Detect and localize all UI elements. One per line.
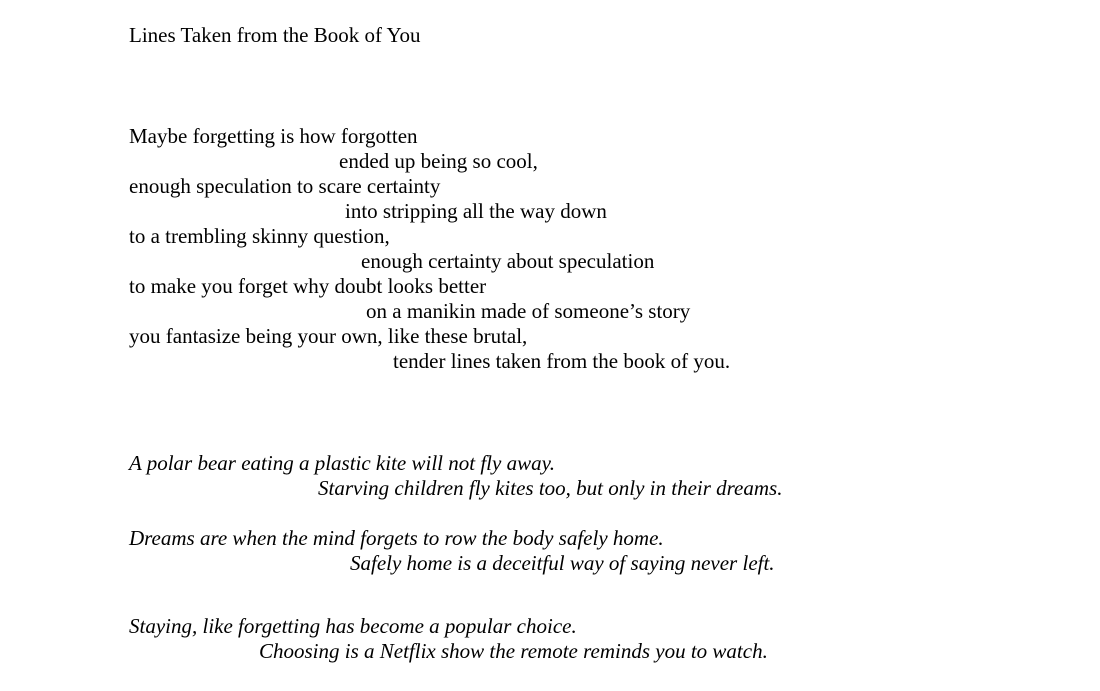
poem-line: you fantasize being your own, like these brutal, <box>129 324 528 348</box>
poem-line: on a manikin made of someone’s story <box>366 299 691 323</box>
poem-line: Staying, like forgetting has become a popular choice. <box>129 614 577 638</box>
poem-line: to make you forget why doubt looks better <box>129 274 487 298</box>
poem-line: Dreams are when the mind forgets to row the body safely home. <box>129 526 664 550</box>
poem-line: tender lines taken from the book of you. <box>393 349 731 373</box>
poem-line: ended up being so cool, <box>339 149 538 173</box>
poem-title: Lines Taken from the Book of You <box>129 23 421 47</box>
poem-line: Safely home is a deceitful way of saying never left. <box>350 551 775 575</box>
poem-line: to a trembling skinny question, <box>129 224 390 248</box>
poem-line: Starving children fly kites too, but only in their dreams. <box>318 476 783 500</box>
poem-line: Choosing is a Netflix show the remote reminds you to watch. <box>259 639 768 663</box>
poem-line: A polar bear eating a plastic kite will not fly away. <box>129 451 555 475</box>
poem-line: into stripping all the way down <box>345 199 607 223</box>
poem-line: enough certainty about speculation <box>361 249 655 273</box>
poem-line: enough speculation to scare certainty <box>129 174 441 198</box>
poem-line: Maybe forgetting is how forgotten <box>129 124 418 148</box>
